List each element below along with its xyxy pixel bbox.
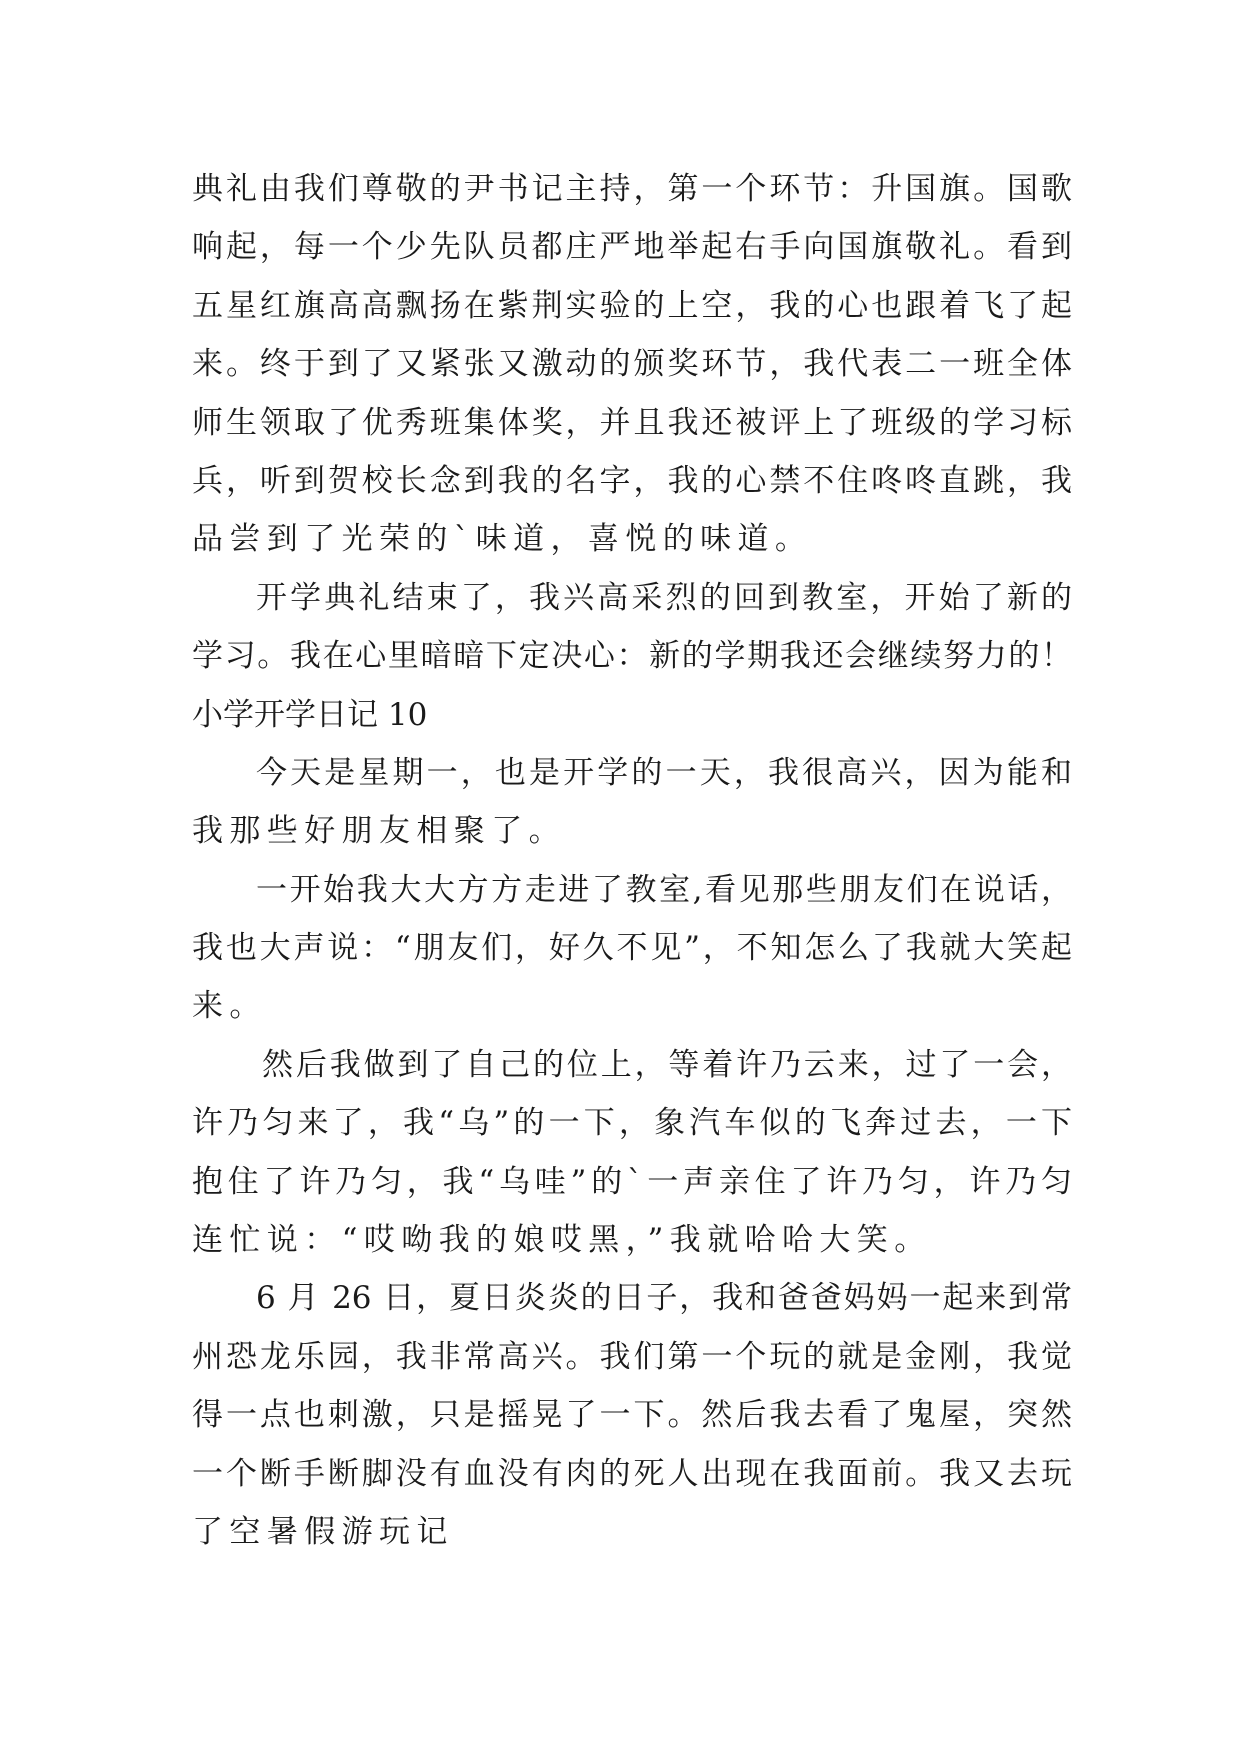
paragraph-line: 得一点也刺激，只是摇晃了一下。然后我去看了鬼屋，突然 xyxy=(192,1397,1072,1434)
paragraph-line: 我也大声说：“朋友们，好久不见”，不知怎么了我就大笑起 xyxy=(192,930,1072,967)
paragraph-line: 师生领取了优秀班集体奖，并且我还被评上了班级的学习标 xyxy=(192,404,1072,441)
paragraph-line: 了空暑假游玩记 xyxy=(192,1513,454,1550)
paragraph-line: 然后我做到了自己的位上，等着许乃云来，过了一会， xyxy=(262,1046,1072,1083)
paragraph-line: 今天是星期一，也是开学的一天，我很高兴，因为能和 xyxy=(256,754,1072,791)
paragraph-line: 我那些好朋友相聚了。 xyxy=(192,813,566,850)
document-body xyxy=(192,160,1072,1561)
section-heading: 小学开学日记 10 xyxy=(192,696,428,733)
paragraph-line: 州恐龙乐园，我非常高兴。我们第一个玩的就是金刚，我觉 xyxy=(192,1338,1072,1375)
paragraph-line: 连忙说：“哎呦我的娘哎黑，”我就哈哈大笑。 xyxy=(192,1222,932,1259)
paragraph-line: 学习。我在心里暗暗下定决心：新的学期我还会继续努力的！ xyxy=(192,638,1072,675)
paragraph-line: 响起，每一个少先队员都庄严地举起右手向国旗敬礼。看到 xyxy=(192,229,1072,266)
paragraph-line: 兵，听到贺校长念到我的名字，我的心禁不住咚咚直跳，我 xyxy=(192,462,1072,499)
paragraph-line: 一开始我大大方方走进了教室,看见那些朋友们在说话， xyxy=(256,871,1072,908)
paragraph-line: 一个断手断脚没有血没有肉的死人出现在我面前。我又去玩 xyxy=(192,1455,1072,1492)
paragraph-line: 五星红旗高高飘扬在紫荆实验的上空，我的心也跟着飞了起 xyxy=(192,287,1072,324)
paragraph-line: 开学典礼结束了，我兴高采烈的回到教室，开始了新的 xyxy=(256,579,1072,616)
paragraph-line: 典礼由我们尊敬的尹书记主持，第一个环节：升国旗。国歌 xyxy=(192,171,1072,207)
paragraph-line: 6 月 26 日，夏日炎炎的日子，我和爸爸妈妈一起来到常 xyxy=(256,1280,1072,1317)
paragraph-line: 许乃匀来了，我“乌”的一下，象汽车似的飞奔过去，一下 xyxy=(192,1105,1072,1142)
paragraph-line: 来。 xyxy=(192,988,267,1025)
paragraph-line: 抱住了许乃匀，我“乌哇”的`一声亲住了许乃匀，许乃匀 xyxy=(192,1163,1072,1200)
paragraph-line: 来。终于到了又紧张又激动的颁奖环节，我代表二一班全体 xyxy=(192,346,1072,383)
paragraph-line: 品尝到了光荣的`味道，喜悦的味道。 xyxy=(192,521,813,558)
